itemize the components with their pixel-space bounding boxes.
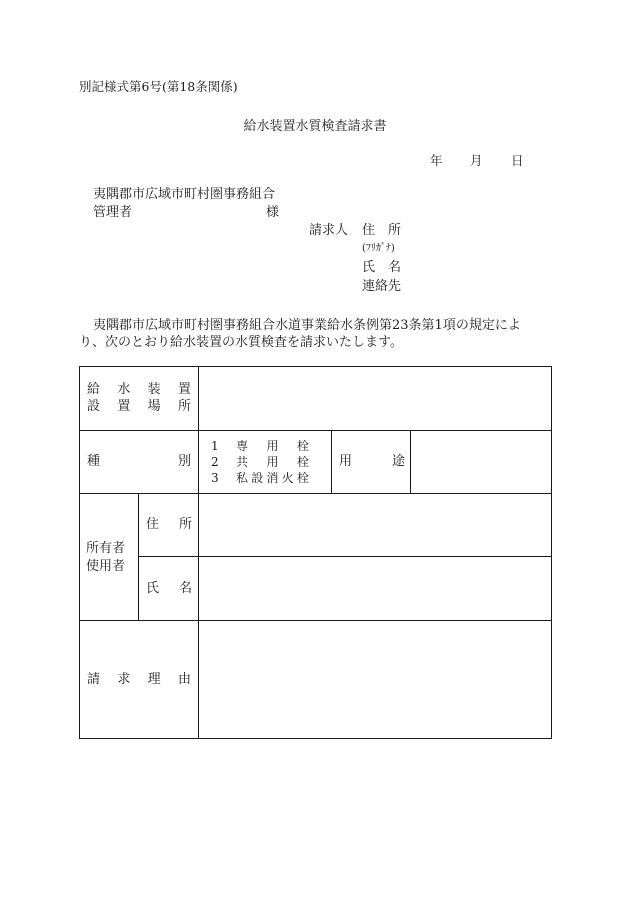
reason-input-cell[interactable] xyxy=(199,621,551,738)
type-option-number: 1 xyxy=(211,439,219,453)
requester-address-label: 住 所 xyxy=(362,223,402,238)
body-text-line-1: 夷隅郡市広域市町村圏事務組合水道事業給水条例第23条第1項の規定によ xyxy=(93,318,521,333)
type-option-number: 3 xyxy=(211,471,219,485)
location-label-line-1: 給 水 装 置 xyxy=(87,382,191,397)
addressee-organization: 夷隅郡市広域市町村圏事務組合 xyxy=(93,187,276,202)
usage-label-left: 用 xyxy=(339,454,353,469)
usage-input-cell[interactable] xyxy=(411,431,551,493)
location-input-cell[interactable] xyxy=(199,367,551,430)
owner-name-input-cell[interactable] xyxy=(199,557,551,620)
type-option-number: 2 xyxy=(211,455,219,469)
owner-address-label-right: 所 xyxy=(179,517,193,532)
form-reference: 別記様式第6号(第18条関係) xyxy=(79,79,238,94)
location-label-line-2: 設 置 場 所 xyxy=(87,399,191,414)
owner-name-label-right: 名 xyxy=(179,581,193,596)
owner-label-line-1: 所有者 xyxy=(86,541,126,556)
document-title: 給水装置水質検査請求書 xyxy=(243,119,387,134)
type-option-label[interactable]: 専 用 栓 xyxy=(236,439,309,453)
type-option-label[interactable]: 私 設 消 火 栓 xyxy=(236,471,309,485)
addressee-honorific: 様 xyxy=(266,205,280,220)
owner-name-label-left: 氏 xyxy=(146,581,160,596)
addressee-title: 管理者 xyxy=(93,205,133,220)
request-form-table xyxy=(79,366,552,739)
reason-label: 請 求 理 由 xyxy=(87,672,191,687)
column-divider xyxy=(331,430,332,493)
date-day-label: 日 xyxy=(511,153,524,168)
owner-address-input-cell[interactable] xyxy=(199,494,551,556)
owner-address-label-left: 住 xyxy=(146,517,160,532)
requester-contact-label: 連絡先 xyxy=(362,279,402,294)
requester-furigana-label: (ﾌﾘｶﾞﾅ) xyxy=(362,243,395,254)
type-label-left: 種 xyxy=(87,454,101,469)
type-label-right: 別 xyxy=(178,454,192,469)
requester-name-label: 氏 名 xyxy=(362,260,402,275)
date-year-label: 年 xyxy=(430,153,443,168)
usage-label-right: 途 xyxy=(392,454,406,469)
requester-label: 請求人 xyxy=(309,223,349,238)
date-month-label: 月 xyxy=(470,153,483,168)
owner-label-line-2: 使用者 xyxy=(86,559,126,574)
body-text-line-2: り、次のとおり給水装置の水質検査を請求いたします。 xyxy=(79,335,403,350)
type-option-label[interactable]: 共 用 栓 xyxy=(236,455,309,469)
column-divider xyxy=(138,493,139,620)
